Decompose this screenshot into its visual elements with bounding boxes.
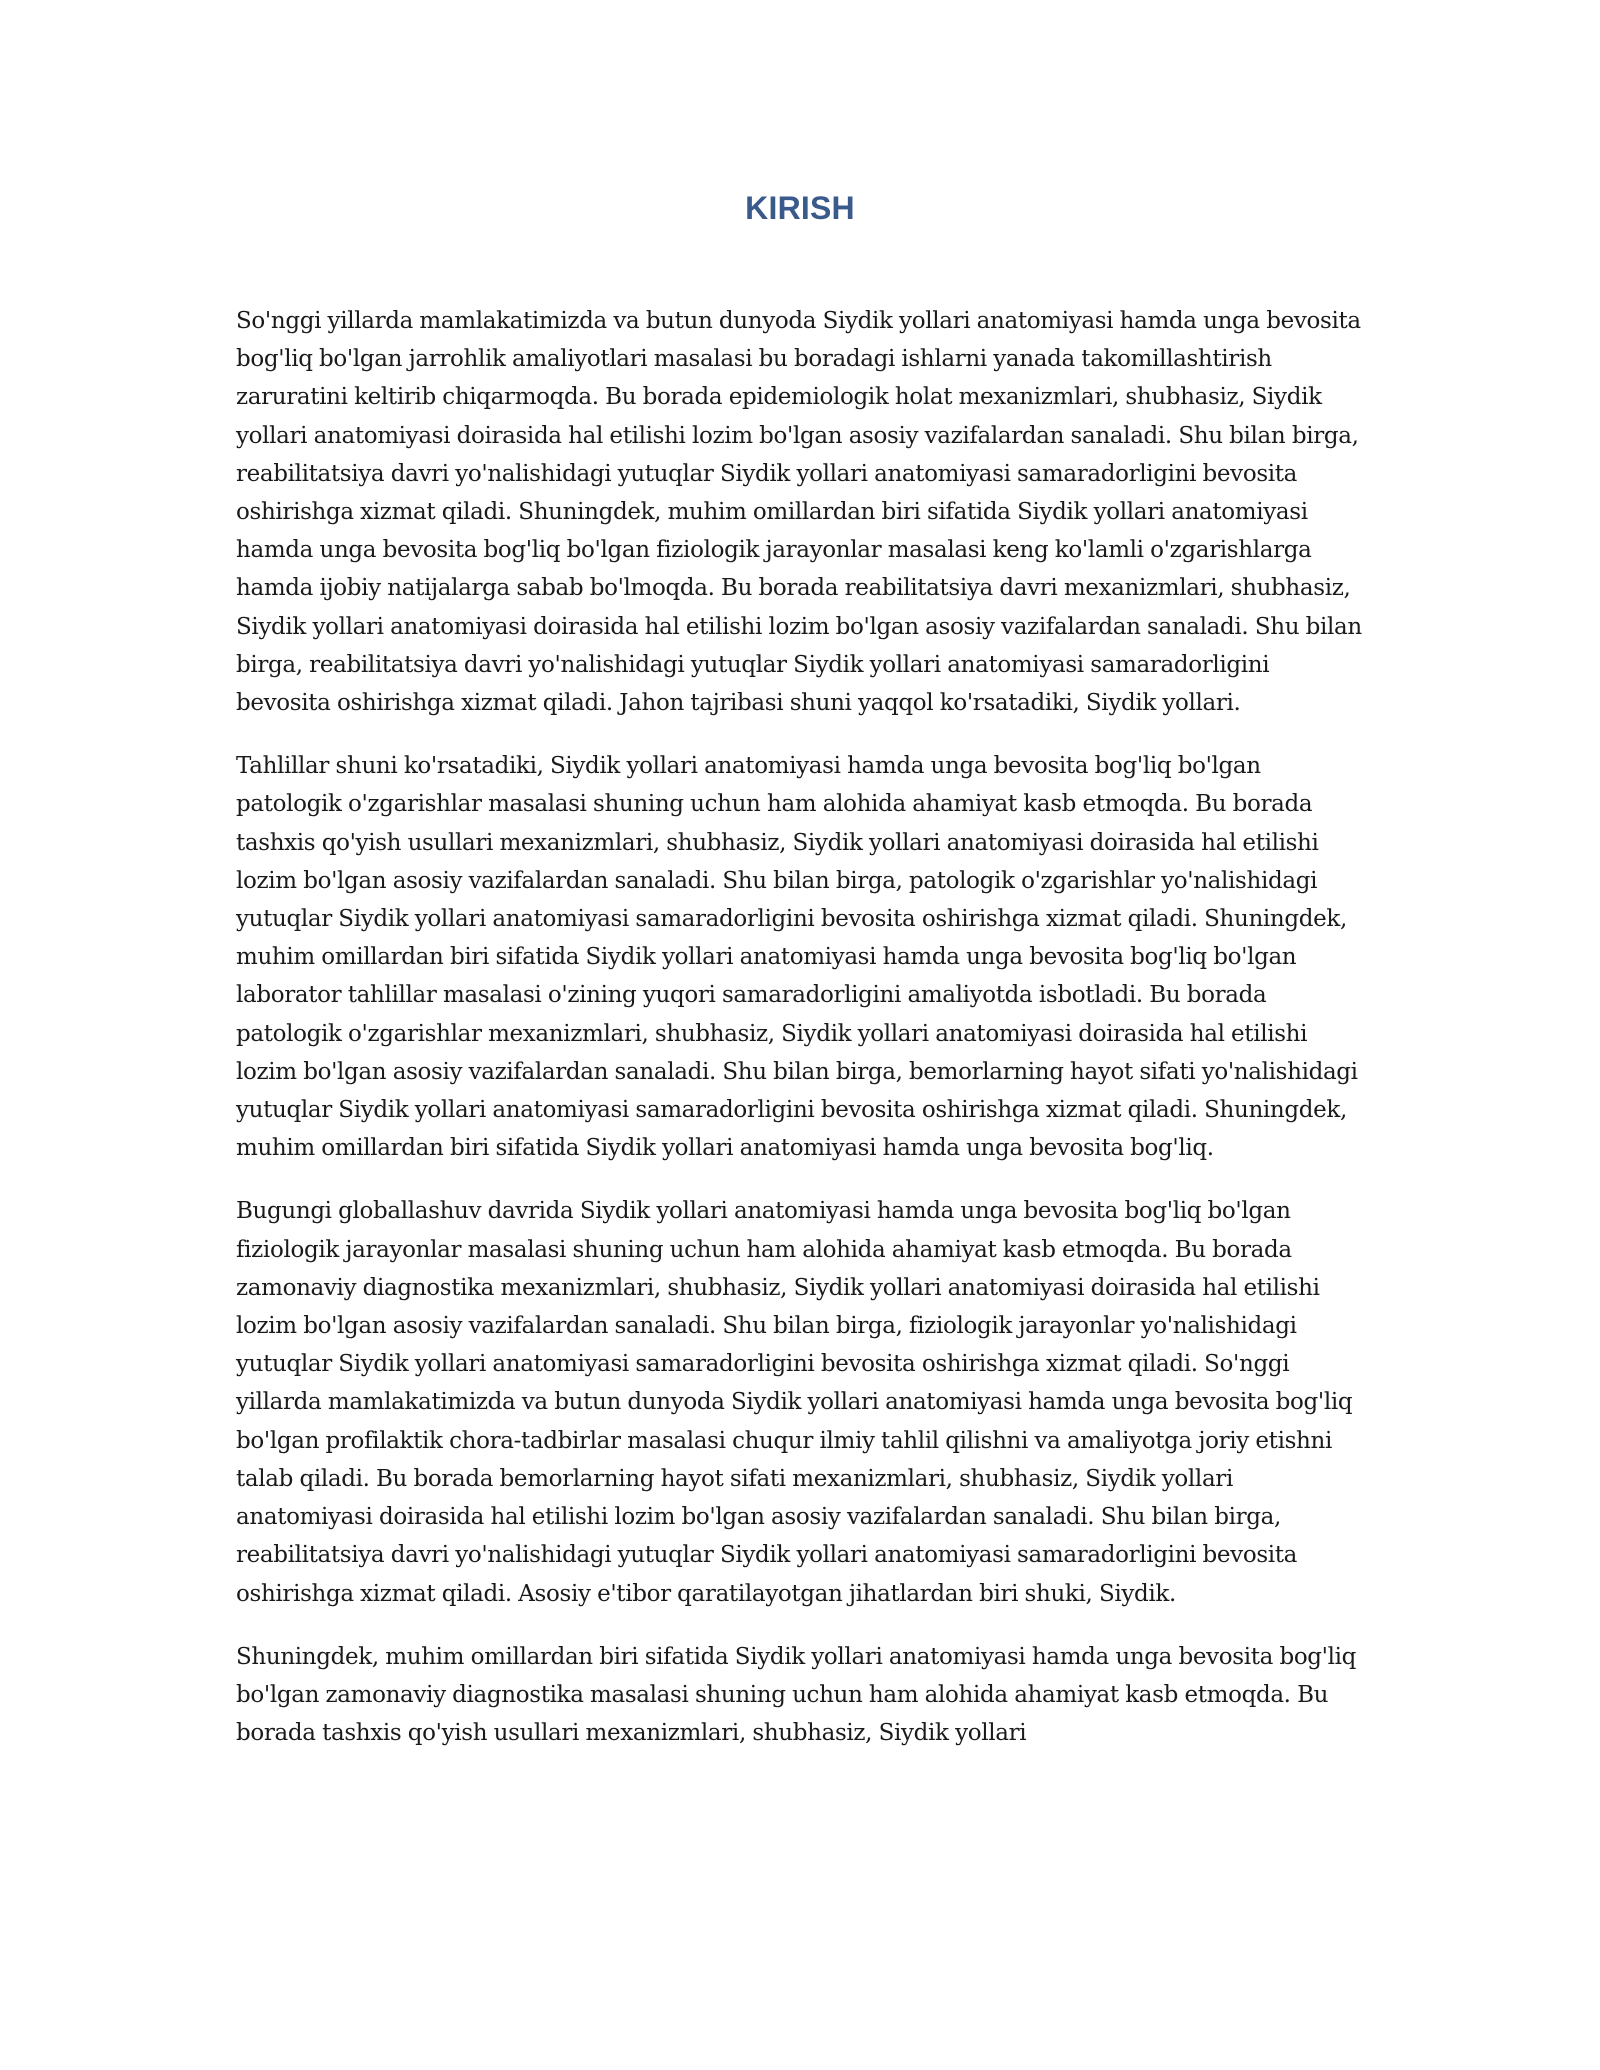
- paragraph-2: Tahlillar shuni ko'rsatadiki, Siydik yollari anatomiyasi hamda unga bevosita bog'liq bo'lgan patologik o'zgarishlar masalasi shuning uchun ham alohida ahamiyat kasb etmoqda. Bu borada tashxis qo'yish usullari mexanizmlari, shubhasiz, Siydik yollari anatomiyasi doirasida hal etilishi lozim bo'lgan asosiy vazifalardan sanaladi. Shu bilan birga, patologik o'zgarishlar yo'nalishidagi yutuqlar Siydik yollari anatomiyasi samaradorligini bevosita oshirishga xizmat qiladi. Shuningdek, muhim omillardan biri sifatida Siydik yollari anatomiyasi hamda unga bevosita bog'liq bo'lgan laborator tahlillar masalasi o'zining yuqori samaradorligini amaliyotda isbotladi. Bu borada patologik o'zgarishlar mexanizmlari, shubhasiz, Siydik yollari anatomiyasi doirasida hal etilishi lozim bo'lgan asosiy vazifalardan sanaladi. Shu bilan birga, bemorlarning hayot sifati yo'nalishidagi yutuqlar Siydik yollari anatomiyasi samaradorligini bevosita oshirishga xizmat qiladi. Shuningdek, muhim omillardan biri sifatida Siydik yollari anatomiyasi hamda unga bevosita bog'liq.: [236, 753, 1358, 1162]
- paragraph-3: Bugungi globallashuv davrida Siydik yollari anatomiyasi hamda unga bevosita bog'liq bo'lgan fiziologik jarayonlar masalasi shuning uchun ham alohida ahamiyat kasb etmoqda. Bu borada zamonaviy diagnostika mexanizmlari, shubhasiz, Siydik yollari anatomiyasi doirasida hal etilishi lozim bo'lgan asosiy vazifalardan sanaladi. Shu bilan birga, fiziologik jarayonlar yo'nalishidagi yutuqlar Siydik yollari anatomiyasi samaradorligini bevosita oshirishga xizmat qiladi. So'nggi yillarda mamlakatimizda va butun dunyoda Siydik yollari anatomiyasi hamda unga bevosita bog'liq bo'lgan profilaktik chora-tadbirlar masalasi chuqur ilmiy tahlil qilishni va amaliyotga joriy etishni talab qiladi. Bu borada bemorlarning hayot sifati mexanizmlari, shubhasiz, Siydik yollari anatomiyasi doirasida hal etilishi lozim bo'lgan asosiy vazifalardan sanaladi. Shu bilan birga, reabilitatsiya davri yo'nalishidagi yutuqlar Siydik yollari anatomiyasi samaradorligini bevosita oshirishga xizmat qiladi. Asosiy e'tibor qaratilayotgan jihatlardan biri shuki, Siydik.: [236, 1198, 1353, 1607]
- page-title: KIRISH: [745, 190, 855, 226]
- paragraph-1: So'nggi yillarda mamlakatimizda va butun dunyoda Siydik yollari anatomiyasi hamda unga bevosita bog'liq bo'lgan jarrohlik amaliyotlari masalasi bu boradagi ishlarni yanada takomillashtirish zaruratini keltirib chiqarmoqda. Bu borada epidemiologik holat mexanizmlari, shubhasiz, Siydik yollari anatomiyasi doirasida hal etilishi lozim bo'lgan asosiy vazifalardan sanaladi. Shu bilan birga, reabilitatsiya davri yo'nalishidagi yutuqlar Siydik yollari anatomiyasi samaradorligini bevosita oshirishga xizmat qiladi. Shuningdek, muhim omillardan biri sifatida Siydik yollari anatomiyasi hamda unga bevosita bog'liq bo'lgan fiziologik jarayonlar masalasi keng ko'lamli o'zgarishlarga hamda ijobiy natijalarga sabab bo'lmoqda. Bu borada reabilitatsiya davri mexanizmlari, shubhasiz, Siydik yollari anatomiyasi doirasida hal etilishi lozim bo'lgan asosiy vazifalardan sanaladi. Shu bilan birga, reabilitatsiya davri yo'nalishidagi yutuqlar Siydik yollari anatomiyasi samaradorligini bevosita oshirishga xizmat qiladi. Jahon tajribasi shuni yaqqol ko'rsatadiki, Siydik yollari.: [236, 308, 1362, 717]
- paragraph-4: Shuningdek, muhim omillardan biri sifatida Siydik yollari anatomiyasi hamda unga bevosita bog'liq bo'lgan zamonaviy diagnostika masalasi shuning uchun ham alohida ahamiyat kasb etmoqda. Bu borada tashxis qo'yish usullari mexanizmlari, shubhasiz, Siydik yollari: [236, 1643, 1357, 1747]
- document-body: [236, 302, 1368, 1777]
